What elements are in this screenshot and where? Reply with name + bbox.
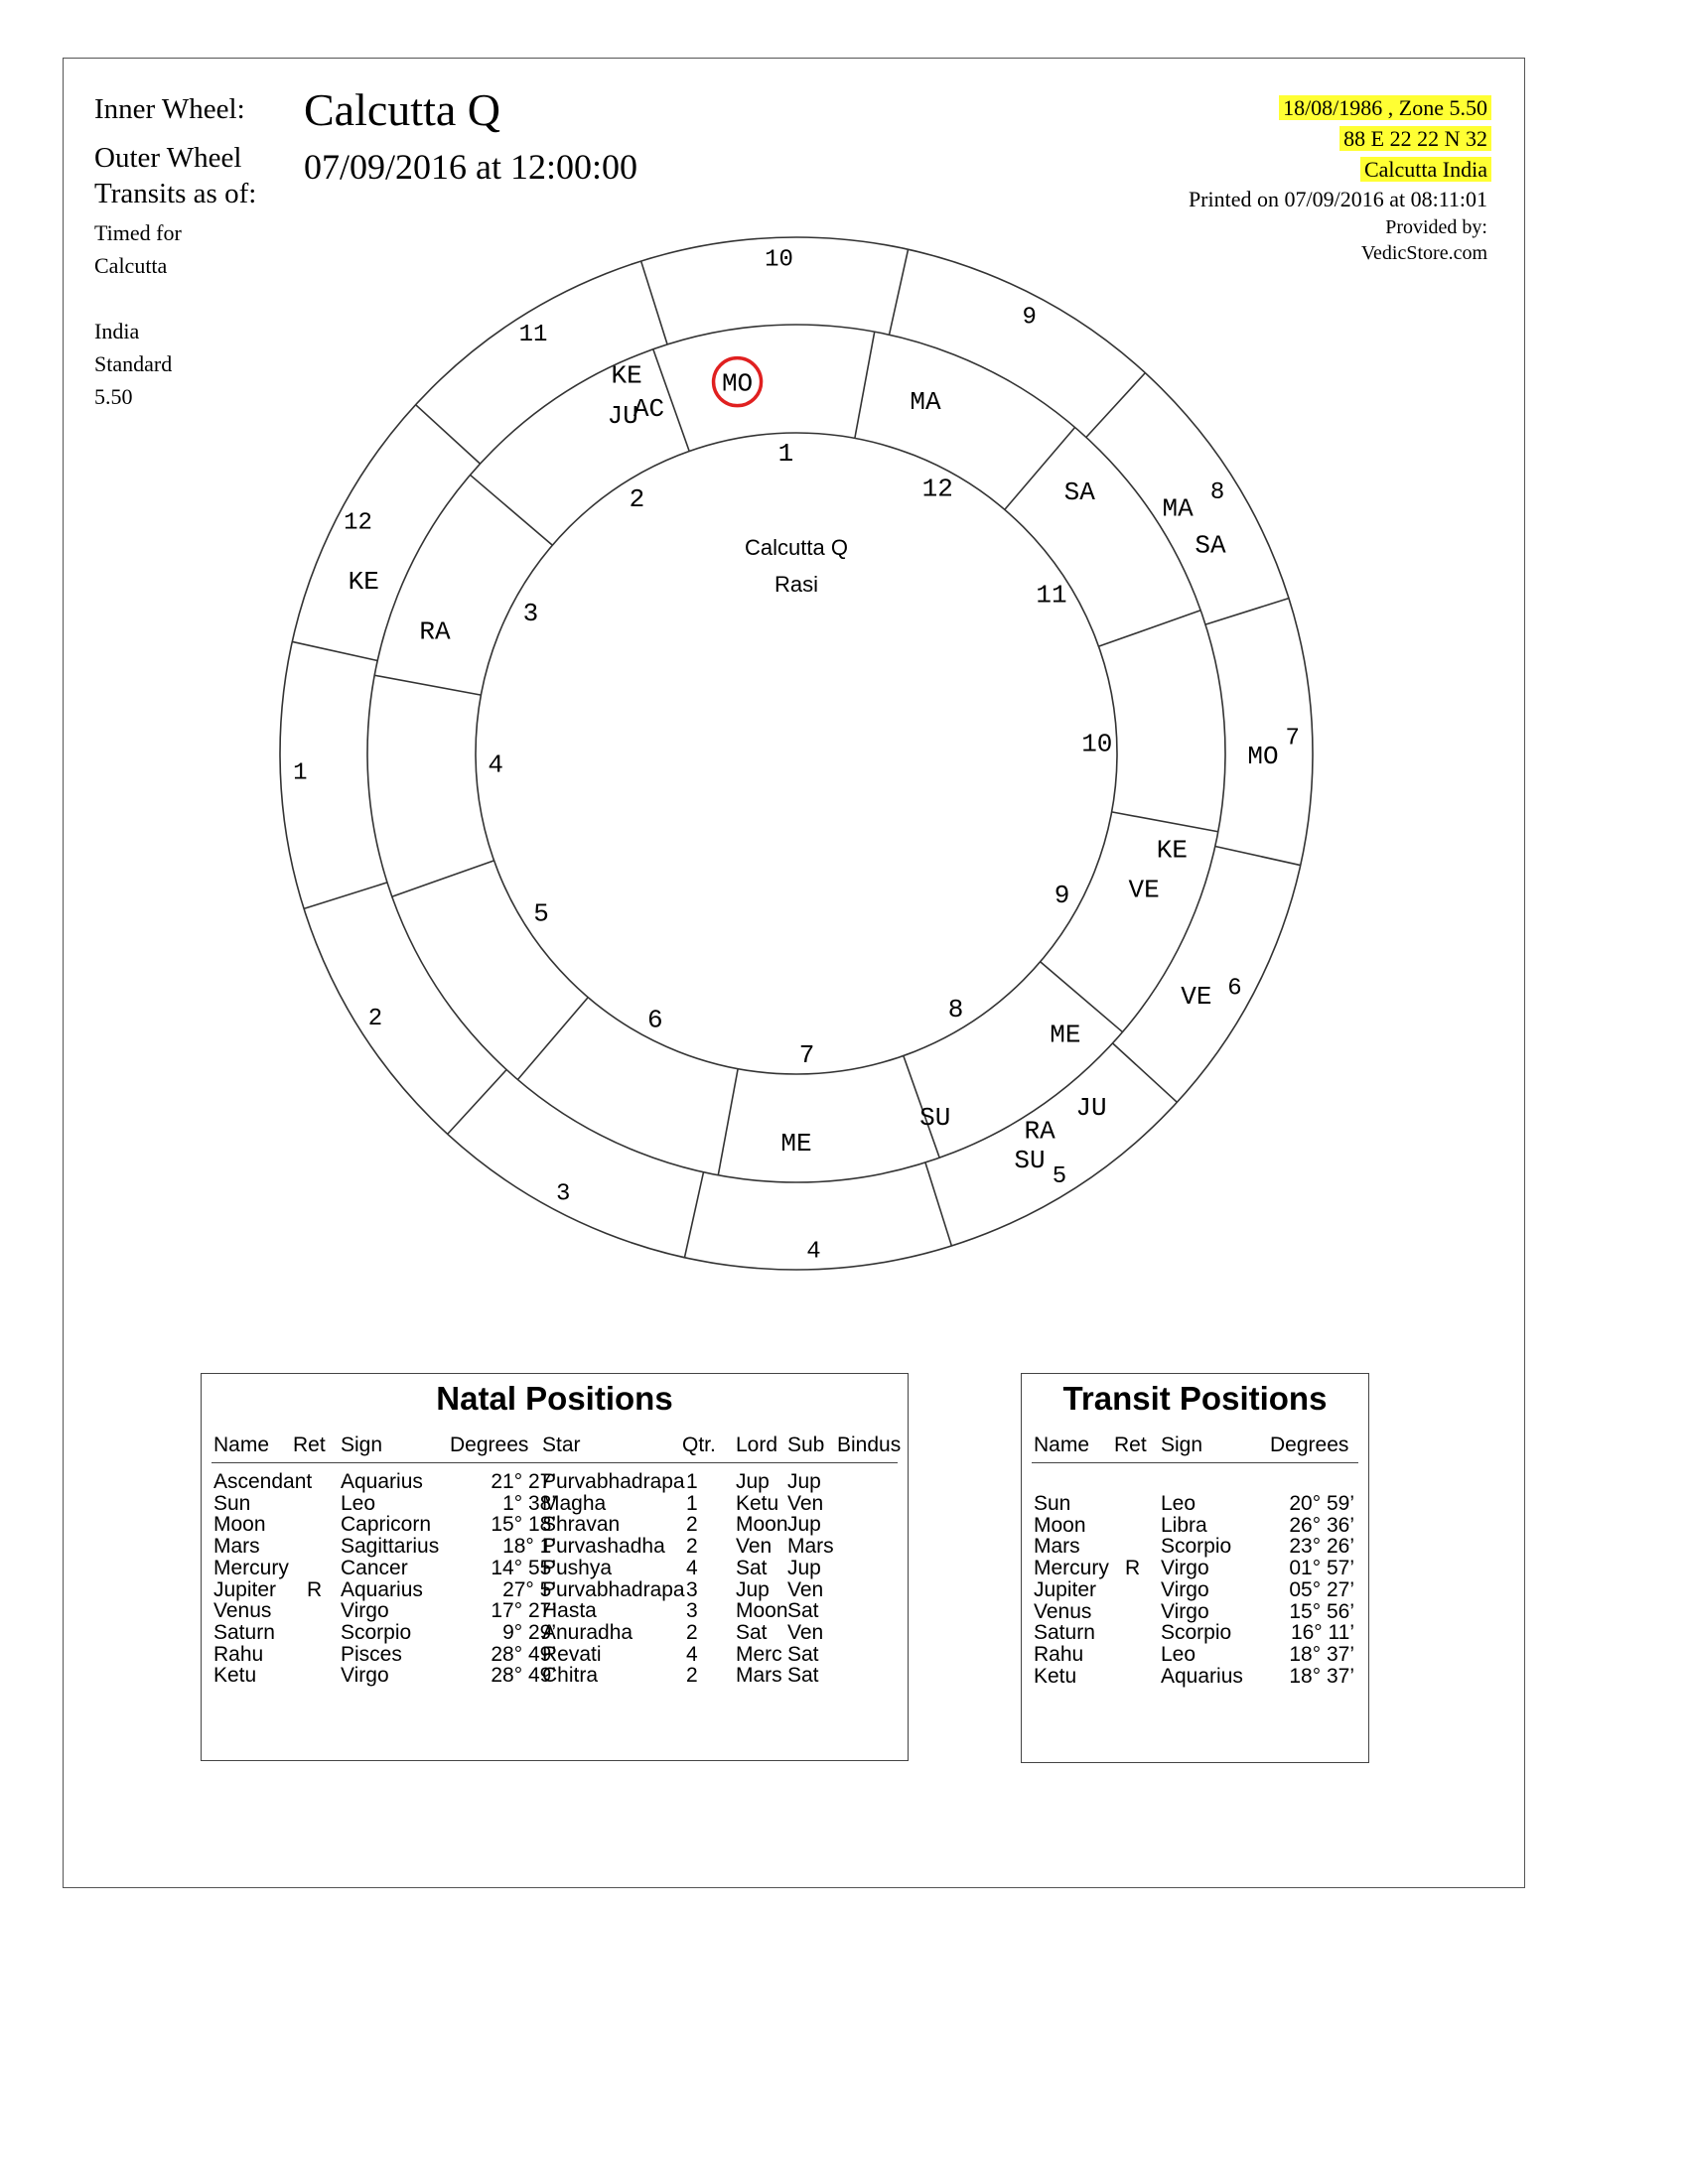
wheel-ring-1 [280, 237, 1313, 1270]
transit-cell-deg: 18° 37’ [1289, 1664, 1354, 1688]
natal-cell-sub: Sat [787, 1664, 819, 1688]
natal-cell-lord: Jup [736, 1470, 770, 1493]
natal-cell-sign: Scorpio [341, 1620, 412, 1644]
natal-cell-deg: 21° 27’ [491, 1470, 556, 1493]
provided-by-label: Provided by: [1385, 216, 1487, 238]
inner-cusp-line [517, 998, 588, 1080]
transit-header-ret: Ret [1114, 1433, 1147, 1456]
natal-cell-sign: Virgo [341, 1599, 389, 1623]
natal-cell-lord: Sat [736, 1556, 768, 1579]
natal-header-qtr: Qtr. [682, 1433, 716, 1456]
outer-house-number: 3 [556, 1180, 571, 1208]
transit-cell-sign: Virgo [1161, 1577, 1209, 1601]
transit-cell-sign: Libra [1161, 1513, 1207, 1537]
inner-house-number: 4 [488, 750, 503, 780]
wheel-center-subtitle: Rasi [774, 572, 819, 597]
natal-cell-star: Anuradha [542, 1620, 633, 1644]
transit-cell-sign: Virgo [1161, 1557, 1209, 1580]
outer-cusp-line [448, 1070, 506, 1135]
birth-line: 18/08/1986 , Zone 5.50 [1279, 95, 1491, 120]
natal-cell-deg: 14° 55’ [491, 1556, 556, 1579]
wheel-ring-3 [476, 433, 1117, 1074]
transit-planet-label: MO [1247, 742, 1279, 771]
transit-cell-sign: Virgo [1161, 1599, 1209, 1623]
natal-cell-deg: 17° 27’ [491, 1599, 556, 1623]
natal-cell-star: Purvashadha [542, 1535, 665, 1559]
transit-cell-name: Moon [1034, 1513, 1086, 1537]
outer-cusp-line [1086, 373, 1145, 438]
natal-cell-star: Magha [542, 1491, 607, 1515]
natal-planet-label: SU [919, 1103, 951, 1134]
inner-house-number: 1 [777, 439, 794, 470]
natal-cell-sub: Jup [787, 1513, 821, 1537]
inner-house-number: 12 [921, 474, 953, 504]
chart-title: Calcutta Q [304, 84, 500, 135]
transit-cell-sign: Leo [1161, 1492, 1196, 1515]
natal-cell-sign: Capricorn [341, 1513, 432, 1537]
natal-header-divider [211, 1462, 898, 1463]
outer-house-number: 1 [293, 759, 308, 787]
outer-house-number: 11 [518, 321, 548, 348]
outer-house-number: 7 [1285, 725, 1300, 752]
transit-cell-deg: 23° 26’ [1289, 1535, 1354, 1559]
timed-for-label: Timed for [94, 220, 182, 245]
natal-cell-deg: 28° 49’ [491, 1664, 556, 1688]
natal-planet-label: VE [1128, 875, 1160, 905]
transit-cell-deg: 15° 56’ [1289, 1599, 1354, 1623]
transit-header-degrees: Degrees [1270, 1433, 1349, 1456]
natal-cell-name: Jupiter [213, 1577, 277, 1601]
timezone-line-3: 5.50 [94, 384, 133, 409]
coords-line: 88 E 22 22 N 32 [1339, 126, 1491, 151]
natal-cell-sign: Sagittarius [341, 1535, 440, 1559]
outer-house-number: 8 [1209, 479, 1225, 507]
transit-planet-label: RA [1024, 1116, 1055, 1147]
natal-cell-star: Purvabhadrapa [542, 1577, 685, 1601]
natal-positions-table [201, 1373, 909, 1761]
timezone-line-1: India [94, 319, 140, 343]
transit-cell-sign: Leo [1161, 1642, 1196, 1666]
natal-cell-qtr: 4 [686, 1556, 698, 1579]
transit-cell-deg: 18° 37’ [1289, 1642, 1354, 1666]
natal-cell-star: Chitra [542, 1664, 599, 1688]
transit-cell-deg: 16° 11’ [1290, 1621, 1354, 1645]
natal-cell-star: Shravan [542, 1513, 621, 1537]
natal-cell-sub: Ven [787, 1620, 824, 1644]
transit-cell-deg: 01° 57’ [1289, 1557, 1354, 1580]
transit-planet-label: SA [1195, 530, 1226, 561]
natal-cell-sign: Aquarius [341, 1470, 423, 1493]
transit-header-name: Name [1034, 1433, 1090, 1456]
natal-planet-label: SA [1063, 478, 1095, 508]
transit-header-divider [1032, 1462, 1358, 1463]
transit-cell-name: Saturn [1034, 1621, 1095, 1645]
outer-house-number: 6 [1227, 975, 1242, 1003]
natal-planet-label: MO [721, 368, 754, 399]
inner-cusp-line [392, 861, 494, 896]
outer-cusp-line [304, 883, 387, 908]
transit-positions-table [1021, 1373, 1369, 1763]
transit-cell-name: Jupiter [1034, 1577, 1097, 1601]
inner-house-number: 11 [1036, 580, 1067, 611]
transits-label: Transits as of: [94, 178, 257, 209]
inner-house-number: 6 [646, 1005, 663, 1035]
natal-header-bindus: Bindus [837, 1433, 902, 1456]
natal-cell-qtr: 1 [686, 1491, 698, 1515]
wheel-center-title: Calcutta Q [745, 535, 848, 560]
natal-cell-deg: 27° 5’ [502, 1577, 556, 1601]
timezone-line-2: Standard [94, 351, 173, 376]
natal-header-name: Name [213, 1433, 270, 1456]
natal-planet-label: MA [910, 386, 941, 417]
outer-house-number: 9 [1022, 304, 1037, 332]
transit-cell-name: Venus [1034, 1599, 1092, 1623]
natal-cell-sub: Sat [787, 1599, 819, 1623]
natal-cell-sign: Pisces [341, 1642, 402, 1666]
natal-cell-qtr: 3 [686, 1599, 698, 1623]
transit-cell-sign: Scorpio [1161, 1535, 1232, 1559]
place-line: Calcutta India [1360, 157, 1491, 182]
transit-cell-deg: 05° 27’ [1289, 1577, 1354, 1601]
transit-planet-label: JU [1075, 1092, 1107, 1123]
inner-cusp-line [718, 1069, 738, 1175]
natal-planet-label: ME [1050, 1020, 1081, 1050]
natal-cell-name: Mars [213, 1535, 260, 1559]
inner-house-number: 9 [1054, 881, 1070, 911]
natal-cell-deg: 1° 38’ [502, 1491, 556, 1515]
natal-cell-qtr: 1 [686, 1470, 698, 1493]
outer-cusp-line [292, 641, 377, 660]
natal-cell-sign: Leo [341, 1491, 376, 1515]
transit-cell-sign: Aquarius [1161, 1664, 1243, 1688]
inner-house-number: 7 [798, 1039, 815, 1070]
natal-cell-lord: Ven [736, 1535, 773, 1559]
transit-cell-name: Sun [1034, 1492, 1071, 1515]
inner-cusp-line [855, 332, 875, 438]
natal-cell-ret: R [307, 1577, 323, 1601]
natal-cell-name: Moon [213, 1513, 266, 1537]
outer-house-number: 10 [765, 246, 793, 274]
natal-header-star: Star [542, 1433, 581, 1456]
outer-cusp-line [925, 1162, 951, 1246]
natal-cell-qtr: 2 [686, 1620, 698, 1644]
transit-cell-sign: Scorpio [1161, 1621, 1232, 1645]
natal-header-sign: Sign [341, 1433, 383, 1456]
outer-house-number: 12 [344, 509, 372, 537]
outer-cusp-line [1215, 847, 1301, 866]
natal-cell-lord: Sat [736, 1620, 768, 1644]
natal-cell-sub: Ven [787, 1491, 824, 1515]
natal-cell-name: Ascendant [213, 1470, 313, 1493]
natal-header-degrees: Degrees [450, 1433, 529, 1456]
natal-planet-label: ME [780, 1129, 812, 1159]
inner-house-number: 2 [629, 484, 645, 515]
natal-cell-name: Mercury [213, 1556, 289, 1579]
transit-cell-name: Rahu [1034, 1642, 1084, 1666]
transit-cell-deg: 26° 36’ [1289, 1513, 1354, 1537]
natal-cell-qtr: 3 [686, 1577, 698, 1601]
natal-planet-label: RA [419, 616, 451, 647]
inner-house-number: 8 [947, 994, 964, 1024]
transit-planet-label: KE [348, 566, 379, 597]
natal-cell-sign: Virgo [341, 1664, 389, 1688]
outer-cusp-line [416, 405, 481, 464]
transit-cell-name: Mercury [1034, 1557, 1109, 1580]
transit-planet-label: SU [1014, 1146, 1046, 1176]
transit-header-sign: Sign [1161, 1433, 1203, 1456]
transit-table-title: Transit Positions [1062, 1380, 1328, 1417]
natal-cell-qtr: 2 [686, 1664, 698, 1688]
outer-cusp-line [684, 1172, 703, 1258]
inner-cusp-line [1098, 611, 1200, 646]
natal-table-title: Natal Positions [436, 1380, 673, 1417]
natal-cell-lord: Jup [736, 1577, 770, 1601]
natal-cell-qtr: 2 [686, 1513, 698, 1537]
natal-cell-deg: 18° 1’ [502, 1535, 556, 1559]
natal-planet-label: JU [607, 400, 638, 431]
timed-place: Calcutta [94, 253, 168, 278]
transit-cell-ret: R [1125, 1557, 1141, 1580]
natal-cell-star: Purvabhadrapa [542, 1470, 685, 1493]
natal-cell-deg: 9° 29’ [502, 1620, 556, 1644]
natal-cell-name: Sun [213, 1491, 251, 1515]
natal-cell-sign: Cancer [341, 1556, 408, 1579]
outer-cusp-line [641, 261, 667, 344]
inner-cusp-line [1112, 812, 1218, 832]
natal-cell-deg: 28° 49’ [491, 1642, 556, 1666]
natal-cell-sub: Ven [787, 1577, 824, 1601]
natal-cell-lord: Moon [736, 1599, 788, 1623]
inner-house-number: 10 [1081, 729, 1113, 759]
natal-cell-name: Ketu [213, 1664, 257, 1688]
outer-house-number: 4 [806, 1238, 821, 1266]
natal-cell-deg: 15° 18’ [491, 1513, 556, 1537]
outer-cusp-line [890, 249, 909, 335]
provider-name: VedicStore.com [1360, 242, 1487, 264]
outer-cusp-line [1113, 1043, 1178, 1102]
natal-cell-lord: Mars [736, 1664, 782, 1688]
natal-cell-name: Saturn [213, 1620, 275, 1644]
natal-cell-lord: Merc [736, 1642, 782, 1666]
transit-datetime: 07/09/2016 at 12:00:00 [304, 147, 637, 187]
outer-wheel-label: Outer Wheel [94, 142, 242, 174]
outer-cusp-line [1205, 599, 1289, 624]
inner-house-number: 3 [522, 598, 539, 628]
inner-cusp-line [374, 675, 481, 695]
natal-planet-label: AC [633, 394, 665, 425]
natal-cell-star: Pushya [542, 1556, 613, 1579]
natal-cell-sub: Sat [787, 1642, 819, 1666]
natal-cell-sub: Jup [787, 1470, 821, 1493]
transit-planet-label: MA [1162, 493, 1194, 524]
natal-cell-qtr: 4 [686, 1642, 698, 1666]
transit-cell-deg: 20° 59’ [1289, 1492, 1354, 1515]
transit-planet-label: VE [1181, 982, 1212, 1013]
natal-cell-sub: Jup [787, 1556, 821, 1579]
printed-line: Printed on 07/09/2016 at 08:11:01 [1188, 187, 1487, 211]
inner-cusp-line [471, 475, 553, 545]
natal-header-lord: Lord [736, 1433, 778, 1456]
transit-cell-name: Ketu [1034, 1664, 1077, 1688]
outer-house-number: 2 [367, 1005, 383, 1032]
natal-cell-star: Revati [542, 1642, 602, 1666]
natal-header-ret: Ret [293, 1433, 326, 1456]
natal-cell-lord: Moon [736, 1513, 788, 1537]
natal-cell-name: Venus [213, 1599, 272, 1623]
natal-planet-label: KE [611, 360, 642, 391]
natal-cell-name: Rahu [213, 1642, 264, 1666]
outer-house-number: 5 [1052, 1163, 1067, 1191]
natal-cell-sign: Aquarius [341, 1577, 423, 1601]
transit-cell-name: Mars [1034, 1535, 1080, 1559]
inner-house-number: 5 [533, 898, 549, 929]
natal-cell-sub: Mars [787, 1535, 834, 1559]
natal-planet-label: KE [1156, 835, 1189, 866]
natal-cell-qtr: 2 [686, 1535, 698, 1559]
natal-cell-lord: Ketu [736, 1491, 779, 1515]
inner-wheel-label: Inner Wheel: [94, 93, 245, 125]
natal-cell-star: Hasta [542, 1599, 597, 1623]
natal-header-sub: Sub [787, 1433, 825, 1456]
